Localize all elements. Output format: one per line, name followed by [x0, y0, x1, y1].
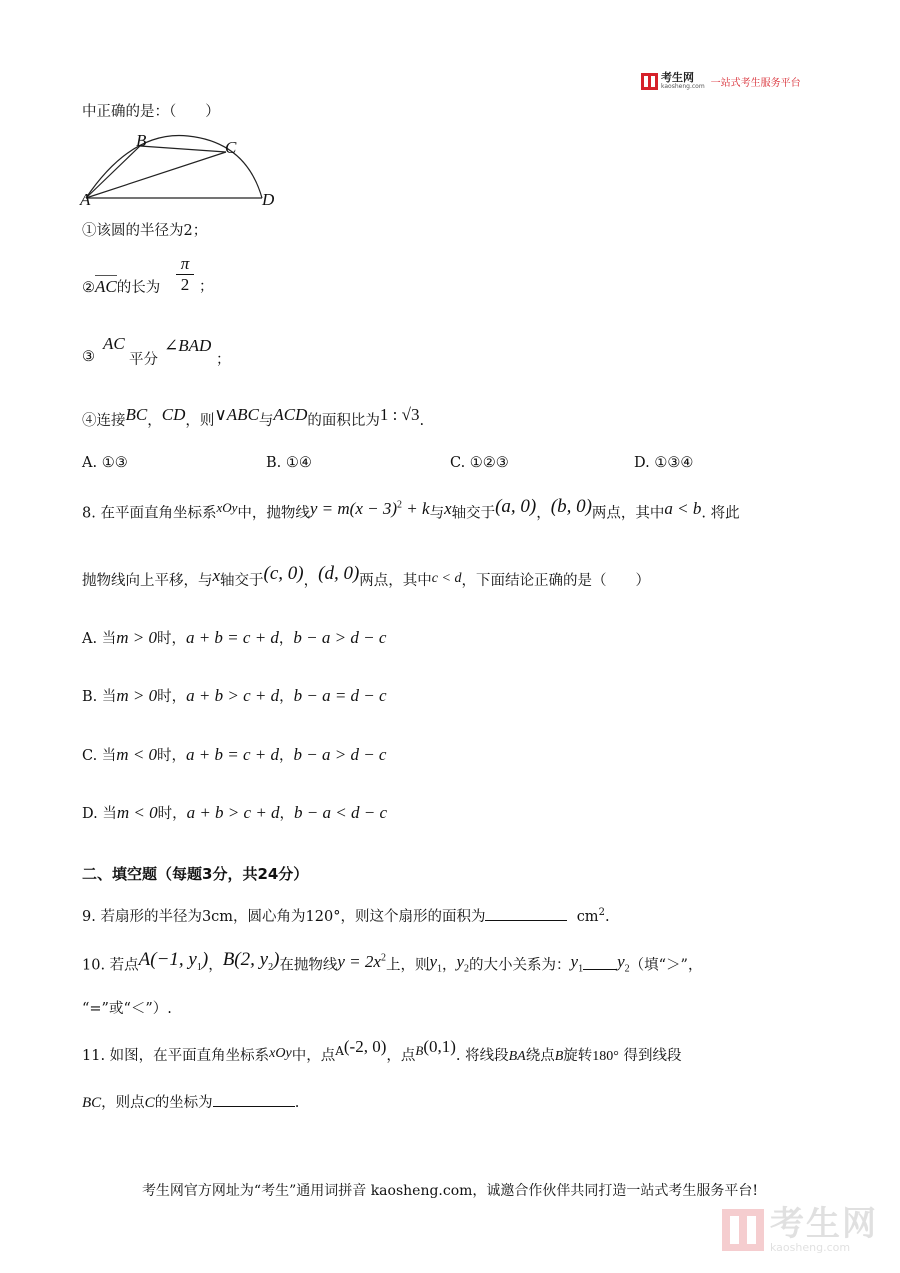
watermark-name: 考生网	[770, 1204, 878, 1244]
footer-text: 考生网官方网址为“考生”通用词拼音 kaosheng.com，诚邀合作伙伴共同打造一站式考生服务平台!	[141, 1183, 759, 1199]
logo-slogan: 一站式考生服务平台	[710, 77, 801, 89]
q10-blank	[583, 955, 617, 970]
q7-stmt3-prefix: ③	[82, 349, 95, 365]
q7-tail: 中正确的是：（ ）	[82, 104, 220, 120]
q8-option-c: C. 当m < 0时，a + b = c + d，b − a > d − c	[82, 745, 387, 764]
q8-option-b: B. 当m > 0时，a + b > c + d，b − a = d − c	[82, 686, 387, 705]
logo-text	[661, 72, 705, 90]
q8-option-a: A. 当m > 0时，a + b = c + d，b − a > d − c	[82, 628, 387, 647]
q7-option-d: D. ①③④	[634, 455, 694, 471]
q7-option-a: A. ①③	[82, 455, 128, 471]
q7-figure	[78, 128, 278, 212]
q11-blank	[213, 1092, 295, 1107]
logo-url: kaosheng.com	[661, 83, 705, 90]
label-d: D	[262, 190, 275, 209]
q8-line2: 抛物线向上平移，与x轴交于(c, 0)，(d, 0)两点，其中c < d，下面结论正确的是（ ）	[82, 563, 650, 589]
chord-ab	[86, 146, 140, 198]
q10-line2: “=”或“＜”）.	[82, 1001, 172, 1017]
chord-bc	[140, 146, 226, 152]
label-b: B	[136, 131, 147, 150]
q9-blank	[485, 906, 567, 921]
q8-option-d: D. 当m < 0时，a + b > c + d，b − a < d − c	[82, 803, 388, 822]
logo-name: 考生网	[661, 71, 694, 84]
watermark	[722, 1206, 878, 1254]
q7-stmt3-angle: ∠BAD	[164, 336, 212, 355]
q10-line1: 10. 若点A(−1, $y_1$)，B(2, $y_2$)在抛物线$y = 2x^2$上，则$y_1$，$y_2$的大小关系为：$y_1$ $y_2$（填“＞”，	[82, 948, 703, 975]
q7-stmt3-end: ；	[216, 352, 231, 368]
q11-line2: BC，则点C的坐标为 .	[82, 1092, 299, 1113]
logo-icon	[641, 73, 658, 90]
chord-ac	[86, 152, 226, 198]
q11-line1: 11. 如图，在平面直角坐标系xOy中，点$^A$(-2, 0)，点B(0,1). 将线段BA绕点B旋转180° 得到线段	[82, 1037, 682, 1064]
q7-option-c: C. ①②③	[450, 455, 509, 471]
q7-stmt2: ②AC的长为	[82, 277, 161, 296]
q7-stmt2-end: ；	[199, 279, 214, 295]
label-c: C	[225, 138, 237, 157]
q8-line1: 8. 在平面直角坐标系xOy中，抛物线$y = m(x - 3)^2 + k$与x轴交于(a, 0)，(b, 0)两点，其中a < b. 将此	[82, 495, 740, 522]
watermark-logo-icon	[722, 1209, 764, 1251]
header-logo	[641, 72, 801, 90]
watermark-url: kaosheng.com	[770, 1241, 851, 1254]
q9: 9. 若扇形的半径为3cm，圆心角为120°，则这个扇形的面积为 $cm^2$.	[82, 907, 610, 925]
q7-option-b: B. ①④	[266, 455, 312, 471]
label-a: A	[80, 190, 91, 209]
q7-stmt1: ①该圆的半径为2；	[82, 223, 208, 239]
section-2-title: 二、填空题（每题3分，共24分）	[82, 865, 309, 883]
q7-stmt3-ac: AC	[103, 334, 125, 353]
q7-stmt4: ④连接BC，CD，则∨ABC与ACD的面积比为1 : √3.	[82, 405, 425, 429]
q7-fraction: π 2	[176, 254, 194, 295]
q7-stmt3-mid: 平分	[129, 352, 158, 368]
